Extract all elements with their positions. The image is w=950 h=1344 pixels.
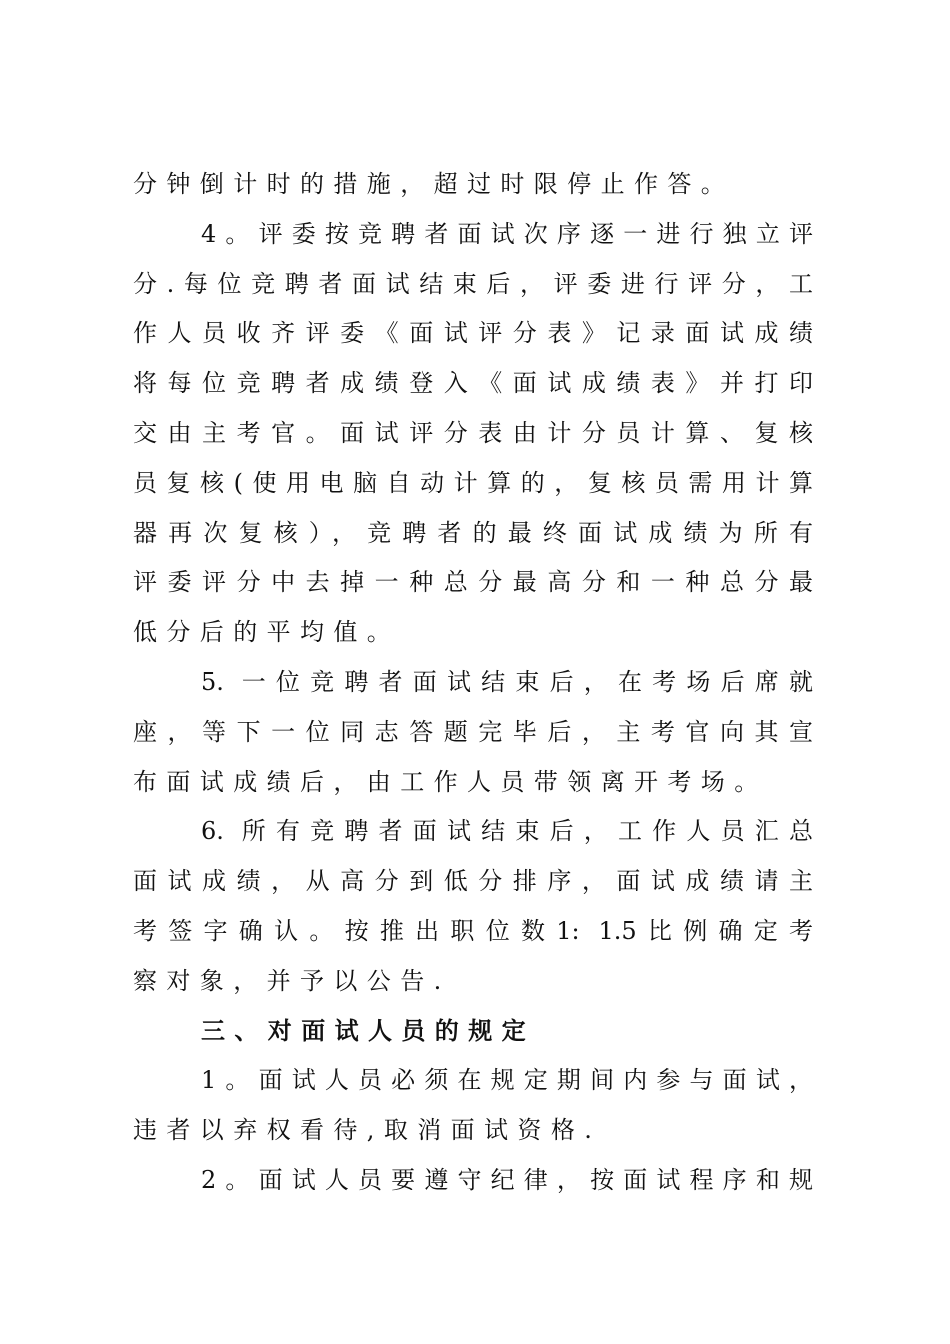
text-line: 5. 一位竞聘者面试结束后，在考场后席就 xyxy=(201,667,813,696)
text-line: 2。面试人员要遵守纪律，按面试程序和规 xyxy=(201,1165,813,1194)
text-line: 6. 所有竞聘者面试结束后，工作人员汇总 xyxy=(201,817,813,846)
text-line: 4。评委按竞聘者面试次序逐一进行独立评 xyxy=(201,219,813,248)
text-line: 低分后的平均值。 xyxy=(133,618,401,647)
text-line: 违者以弃权看待,取消面试资格. xyxy=(133,1116,602,1145)
section-heading: 三、对面试人员的规定 xyxy=(201,1016,535,1045)
text-line: 察对象，并予以公告. xyxy=(133,966,451,995)
text-line: 考签字确认。按推出职位数1: 1.5比例确定考 xyxy=(133,916,813,945)
text-line: 面试成绩，从高分到低分排序，面试成绩请主 xyxy=(133,867,813,896)
text-line: 1。面试人员必须在规定期间内参与面试， xyxy=(201,1066,813,1095)
text-line: 布面试成绩后，由工作人员带领离开考场。 xyxy=(133,767,768,796)
text-line: 分.每位竞聘者面试结束后，评委进行评分，工 xyxy=(133,269,813,298)
document-body xyxy=(133,160,813,1206)
text-line: 将每位竞聘者成绩登入《面试成绩表》并打印 xyxy=(133,369,813,398)
text-line: 分钟倒计时的措施，超过时限停止作答。 xyxy=(133,170,735,198)
text-line: 作人员收齐评委《面试评分表》记录面试成绩 xyxy=(133,319,813,348)
text-line: 座，等下一位同志答题完毕后，主考官向其宣 xyxy=(133,717,813,746)
text-line: 评委评分中去掉一种总分最高分和一种总分最 xyxy=(133,568,813,597)
text-line: 员复核(使用电脑自动计算的，复核员需用计算 xyxy=(133,468,813,497)
text-line: 交由主考官。面试评分表由计分员计算、复核 xyxy=(133,418,813,447)
text-line: 器再次复核），竞聘者的最终面试成绩为所有 xyxy=(133,518,813,547)
